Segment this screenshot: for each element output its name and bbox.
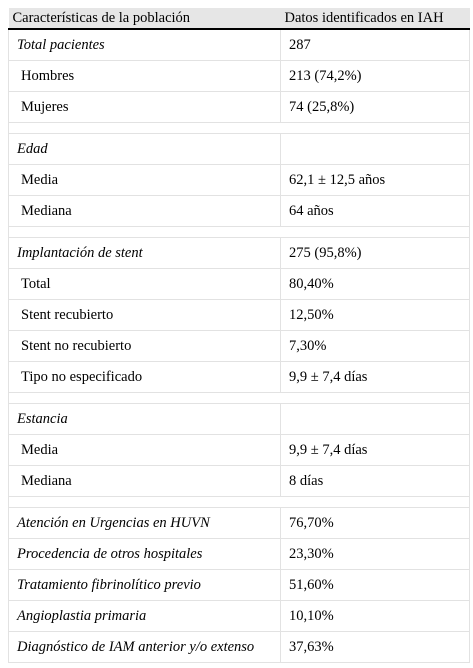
row-value: 12,50%: [281, 300, 470, 331]
table-row: [9, 570, 470, 601]
row-label: Atención en Urgencias en HUVN: [9, 508, 281, 539]
table-row: [9, 300, 470, 331]
table-row: [9, 466, 470, 497]
row-label: Total pacientes: [9, 29, 281, 61]
header-row: [9, 8, 470, 29]
spacer-row: [9, 123, 470, 134]
table-row: [9, 29, 470, 61]
row-value: 213 (74,2%): [281, 61, 470, 92]
table-row: [9, 362, 470, 393]
table-row: [9, 269, 470, 300]
table-row: [9, 134, 470, 165]
table-row: [9, 238, 470, 269]
table-row: [9, 404, 470, 435]
table-row: [9, 331, 470, 362]
row-value: 74 (25,8%): [281, 92, 470, 123]
spacer-row: [9, 393, 470, 404]
table-row: [9, 92, 470, 123]
table-row: [9, 165, 470, 196]
row-label: Total: [9, 269, 281, 300]
header-identified-data: Datos identificados en IAH: [281, 8, 470, 29]
row-value: 37,63%: [281, 632, 470, 663]
row-label: Edad: [9, 134, 281, 165]
table-row: [9, 508, 470, 539]
row-label: Diagnóstico de IAM anterior y/o extenso: [9, 632, 281, 663]
row-label: Tipo no especificado: [9, 362, 281, 393]
row-value: 64 años: [281, 196, 470, 227]
table-header: [9, 8, 470, 29]
table-row: [9, 196, 470, 227]
row-value: [281, 404, 470, 435]
row-label: Mediana: [9, 196, 281, 227]
row-label: Mujeres: [9, 92, 281, 123]
row-value: 62,1 ± 12,5 años: [281, 165, 470, 196]
table-row: [9, 632, 470, 663]
row-value: 10,10%: [281, 601, 470, 632]
spacer-row: [9, 497, 470, 508]
row-label: Stent no recubierto: [9, 331, 281, 362]
spacer-cell: [9, 227, 470, 238]
row-value: [281, 134, 470, 165]
spacer-cell: [9, 393, 470, 404]
row-label: Stent recubierto: [9, 300, 281, 331]
row-value: 7,30%: [281, 331, 470, 362]
row-value: 9,9 ± 7,4 días: [281, 435, 470, 466]
header-characteristics: Características de la población: [9, 8, 281, 29]
table-row: [9, 601, 470, 632]
spacer-cell: [9, 497, 470, 508]
table-body: [9, 29, 470, 663]
row-label: Mediana: [9, 466, 281, 497]
spacer-row: [9, 227, 470, 238]
row-label: Estancia: [9, 404, 281, 435]
row-value: 76,70%: [281, 508, 470, 539]
row-label: Media: [9, 165, 281, 196]
row-label: Procedencia de otros hospitales: [9, 539, 281, 570]
table-row: [9, 539, 470, 570]
population-table: [8, 8, 470, 663]
row-label: Media: [9, 435, 281, 466]
row-value: 275 (95,8%): [281, 238, 470, 269]
row-value: 287: [281, 29, 470, 61]
spacer-cell: [9, 123, 470, 134]
row-value: 51,60%: [281, 570, 470, 601]
row-label: Hombres: [9, 61, 281, 92]
row-label: Tratamiento fibrinolítico previo: [9, 570, 281, 601]
row-label: Angioplastia primaria: [9, 601, 281, 632]
table-row: [9, 435, 470, 466]
table-row: [9, 61, 470, 92]
row-value: 80,40%: [281, 269, 470, 300]
row-value: 23,30%: [281, 539, 470, 570]
row-value: 8 días: [281, 466, 470, 497]
row-value: 9,9 ± 7,4 días: [281, 362, 470, 393]
row-label: Implantación de stent: [9, 238, 281, 269]
